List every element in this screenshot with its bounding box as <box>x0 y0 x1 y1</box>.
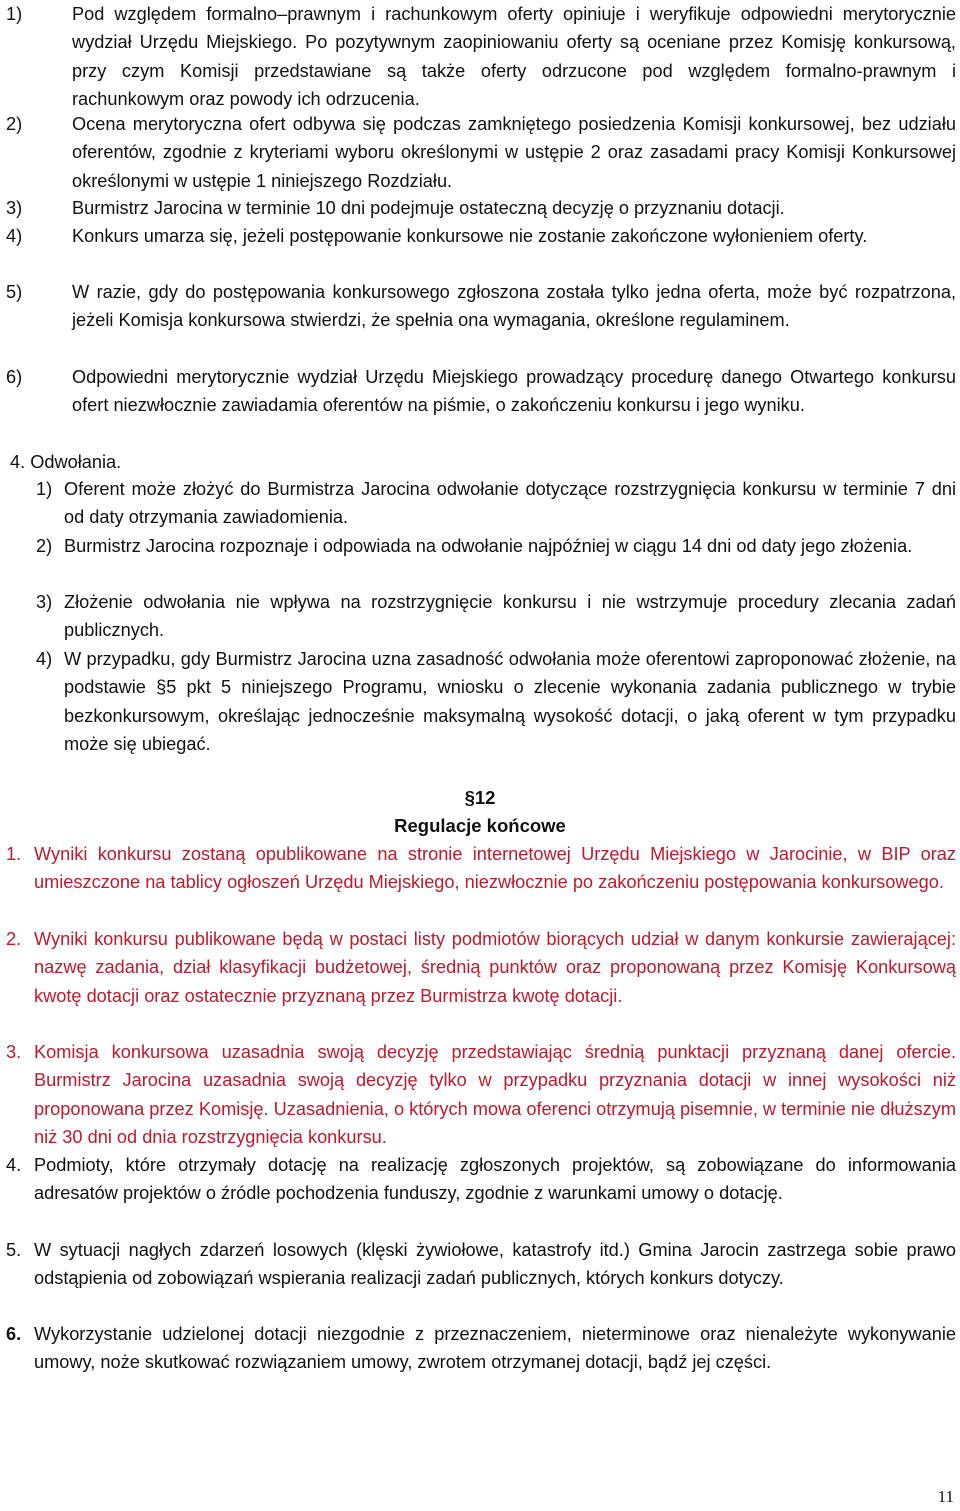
list-item <box>36 645 956 759</box>
list-item <box>6 1236 956 1293</box>
list-number: 1) <box>36 479 53 499</box>
list-number: 6. <box>6 1324 22 1344</box>
list-number: 2. <box>6 929 22 949</box>
list-text: Ocena merytoryczna ofert odbywa się podczas zamkniętego posiedzenia Komisji konkursowej, bez udziału oferentów, zgodnie z kryteriami wyboru określonymi w ustępie 2 oraz zasadami pracy Komisji Konkursowej określonymi w ustępie 1 niniejszego Rozdziału. <box>72 114 956 191</box>
list-text: Odpowiedni merytorycznie wydział Urzędu Miejskiego prowadzący procedurę danego Otwartego konkursu ofert niezwłocznie zawiadamia oferentów na piśmie, o zakończeniu konkursu i jego wyniku. <box>72 367 956 416</box>
list-number: 5) <box>6 282 23 302</box>
list-item <box>6 110 956 195</box>
list-item <box>6 278 956 335</box>
list-number: 3. <box>6 1042 22 1062</box>
list-text: Konkurs umarza się, jeżeli postępowanie konkursowe nie zostanie zakończone wyłonieniem oferty. <box>72 226 868 246</box>
list-item <box>36 588 956 645</box>
list-item <box>6 925 956 1010</box>
list-text: Oferent może złożyć do Burmistrza Jarocina odwołanie dotyczące rozstrzygnięcia konkursu w terminie 7 dni od daty otrzymania zawiadomienia. <box>64 479 956 528</box>
page-number: 11 <box>937 1487 954 1506</box>
list-text: W przypadku, gdy Burmistrz Jarocina uzna zasadność odwołania może oferentowi zaproponować złożenie, na podstawie §5 pkt 5 niniejszego Programu, wniosku o zlecenie wykonania zadania publicznego w trybie bezkonkursowym, określając jednocześnie maksymalną wysokość dotacji, o jaką oferent w tym przypadku może się ubiegać. <box>64 649 956 755</box>
list-text: W razie, gdy do postępowania konkursowego zgłoszona została tylko jedna oferta, może być rozpatrzona, jeżeli Komisja konkursowa stwierdzi, że spełnia ona wymagania, określone regulaminem. <box>72 282 956 331</box>
list-text: Złożenie odwołania nie wpływa na rozstrzygnięcie konkursu i nie wstrzymuje procedury zlecania zadań publicznych. <box>64 592 956 641</box>
list-text: Komisja konkursowa uzasadnia swoją decyzję przedstawiając średnią punktacji przyznaną danej ofercie. Burmistrz Jarocina uzasadnia swoją decyzję tylko w przypadku przyznania dotacji w innej wysokości niż proponowana przez Komisję. Uzasadnienia, o których mowa oferenci otrzymują pisemnie, w terminie nie dłuższym niż 30 dni od dnia rozstrzygnięcia konkursu. <box>34 1042 956 1148</box>
list-item <box>6 840 956 897</box>
list-item <box>6 1038 956 1152</box>
list-number: 1) <box>6 4 23 24</box>
list-item <box>36 475 956 532</box>
list-item <box>6 363 956 420</box>
list-number: 5. <box>6 1240 22 1260</box>
list-text: Burmistrz Jarocina rozpoznaje i odpowiada na odwołanie najpóźniej w ciągu 14 dni od daty jego złożenia. <box>64 536 913 556</box>
list-text: Wyniki konkursu publikowane będą w postaci listy podmiotów biorących udział w danym konkursie zawierającej: nazwę zadania, dział klasyfikacji budżetowej, średnią punktów oraz proponowaną przez Komisję Konkursową kwotę dotacji oraz ostatecznie przyznaną przez Burmistrza kwotę dotacji. <box>34 929 956 1006</box>
section-title: Regulacje końcowe <box>394 815 566 836</box>
list-number: 3) <box>6 198 23 218</box>
list-text: Wykorzystanie udzielonej dotacji niezgodnie z przeznaczeniem, nieterminowe oraz nienależyte wykonywanie umowy, noże skutkować rozwiązaniem umowy, zwrotem otrzymanej dotacji, bądź jej części. <box>34 1324 956 1373</box>
list-number: 2) <box>6 114 23 134</box>
list-item <box>6 194 956 222</box>
list-number: 4. <box>6 1155 22 1175</box>
list-item <box>6 1151 956 1208</box>
list-number: 1. <box>6 844 22 864</box>
list-number: 6) <box>6 367 23 387</box>
list-item <box>6 1320 956 1377</box>
list-text: W sytuacji nagłych zdarzeń losowych (klęski żywiołowe, katastrofy itd.) Gmina Jarocin zastrzega sobie prawo odstąpienia od zobowiązań wspierania realizacji zadań publicznych, których konkurs dotyczy. <box>34 1240 956 1289</box>
list-text: Burmistrz Jarocina w terminie 10 dni podejmuje ostateczną decyzję o przyznaniu dotacji. <box>72 198 785 218</box>
list-number: 4) <box>6 226 23 246</box>
section-heading: 4. Odwołania. <box>10 452 122 472</box>
list-item <box>36 532 956 560</box>
list-item <box>6 222 956 250</box>
section-number: §12 <box>464 787 496 808</box>
list-item <box>6 0 956 114</box>
list-number: 2) <box>36 536 53 556</box>
list-number: 3) <box>36 592 53 612</box>
list-number: 4) <box>36 649 53 669</box>
list-text: Pod względem formalno–prawnym i rachunkowym oferty opiniuje i weryfikuje odpowiedni merytorycznie wydział Urzędu Miejskiego. Po pozytywnym zaopiniowaniu oferty są oceniane przez Komisję konkursową, przy czym Komisji przedstawiane są także oferty odrzucone pod względem formalno-prawnym i rachunkowym oraz powody ich odrzucenia. <box>72 4 956 110</box>
list-text: Wyniki konkursu zostaną opublikowane na stronie internetowej Urzędu Miejskiego w Jarocinie, w BIP oraz umieszczone na tablicy ogłoszeń Urzędu Miejskiego, niezwłocznie po zakończeniu postępowania konkursowego. <box>34 844 956 893</box>
list-text: Podmioty, które otrzymały dotację na realizację zgłoszonych projektów, są zobowiązane do informowania adresatów projektów o źródle pochodzenia funduszy, zgodnie z warunkami umowy o dotację. <box>34 1155 956 1204</box>
